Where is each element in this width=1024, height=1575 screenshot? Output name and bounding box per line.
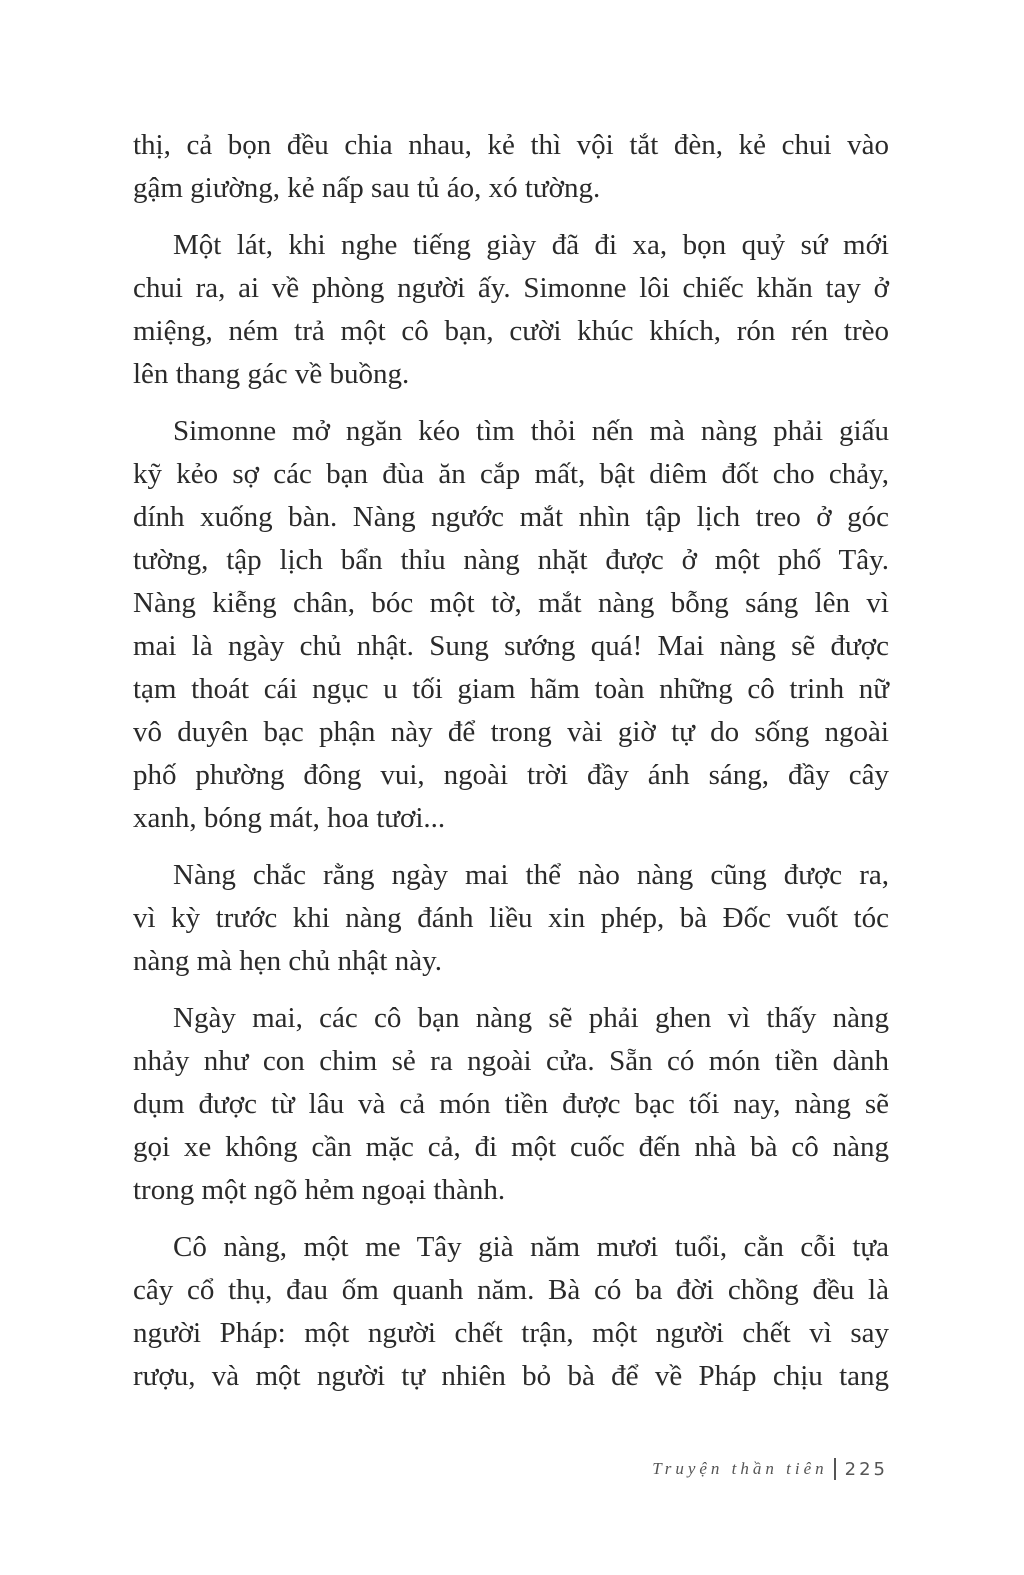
paragraph-4: [133, 854, 889, 983]
text-line: Ngày mai, các cô bạn nàng sẽ phải ghen vì thấy nàng: [173, 1002, 889, 1034]
text-line: miệng, ném trả một cô bạn, cười khúc khích, rón rén trèo: [133, 315, 889, 347]
text-line: xanh, bóng mát, hoa tươi...: [133, 802, 446, 834]
text-line: Nàng chắc rằng ngày mai thể nào nàng cũng được ra,: [173, 859, 889, 891]
text-line: kỹ kẻo sợ các bạn đùa ăn cắp mất, bật diêm đốt cho chảy,: [133, 458, 889, 490]
text-line: tạm thoát cái ngục u tối giam hãm toàn những cô trinh nữ: [133, 673, 889, 705]
paragraph-2: [133, 224, 889, 396]
paragraph-3: [133, 410, 889, 840]
text-line: gọi xe không cần mặc cả, đi một cuốc đến nhà bà cô nàng: [133, 1131, 889, 1163]
text-line: người Pháp: một người chết trận, một người chết vì say: [133, 1317, 889, 1349]
text-line: nhảy như con chim sẻ ra ngoài cửa. Sẵn có món tiền dành: [133, 1045, 889, 1077]
running-title: Truyện thần tiên: [652, 1459, 828, 1478]
page-footer: [652, 1458, 888, 1480]
text-line: Một lát, khi nghe tiếng giày đã đi xa, bọn quỷ sứ mới: [173, 229, 889, 261]
text-line: Nàng kiễng chân, bóc một tờ, mắt nàng bỗng sáng lên vì: [133, 587, 889, 619]
text-line: vô duyên bạc phận này để trong vài giờ tự do sống ngoài: [133, 716, 889, 748]
text-line: Simonne mở ngăn kéo tìm thỏi nến mà nàng phải giấu: [173, 415, 889, 447]
paragraph-6: [133, 1226, 889, 1398]
text-line: gậm giường, kẻ nấp sau tủ áo, xó tường.: [133, 172, 601, 204]
text-line: lên thang gác về buồng.: [133, 358, 410, 390]
paragraph-1: [133, 124, 889, 210]
book-page-body: [133, 124, 889, 1412]
text-line: thị, cả bọn đều chia nhau, kẻ thì vội tắt đèn, kẻ chui vào: [133, 129, 889, 161]
text-line: trong một ngõ hẻm ngoại thành.: [133, 1174, 506, 1206]
text-line: vì kỳ trước khi nàng đánh liều xin phép, bà Đốc vuốt tóc: [133, 902, 889, 934]
text-line: dính xuống bàn. Nàng ngước mắt nhìn tập lịch treo ở góc: [133, 501, 889, 533]
text-line: dụm được từ lâu và cả món tiền được bạc tối nay, nàng sẽ: [133, 1088, 889, 1120]
text-line: phố phường đông vui, ngoài trời đầy ánh sáng, đầy cây: [133, 759, 889, 791]
text-line: mai là ngày chủ nhật. Sung sướng quá! Mai nàng sẽ được: [133, 630, 889, 662]
footer-separator: [834, 1458, 836, 1480]
text-line: nàng mà hẹn chủ nhật này.: [133, 945, 442, 977]
text-line: chui ra, ai về phòng người ấy. Simonne lôi chiếc khăn tay ở: [133, 272, 889, 304]
text-line: cây cổ thụ, đau ốm quanh năm. Bà có ba đời chồng đều là: [133, 1274, 889, 1306]
text-line: Cô nàng, một me Tây già năm mươi tuổi, cằn cỗi tựa: [173, 1231, 889, 1263]
text-line: tường, tập lịch bẩn thỉu nàng nhặt được ở một phố Tây.: [133, 544, 889, 576]
paragraph-5: [133, 997, 889, 1212]
page-number: 225: [844, 1458, 888, 1480]
text-line: rượu, và một người tự nhiên bỏ bà để về Pháp chịu tang: [133, 1360, 889, 1392]
